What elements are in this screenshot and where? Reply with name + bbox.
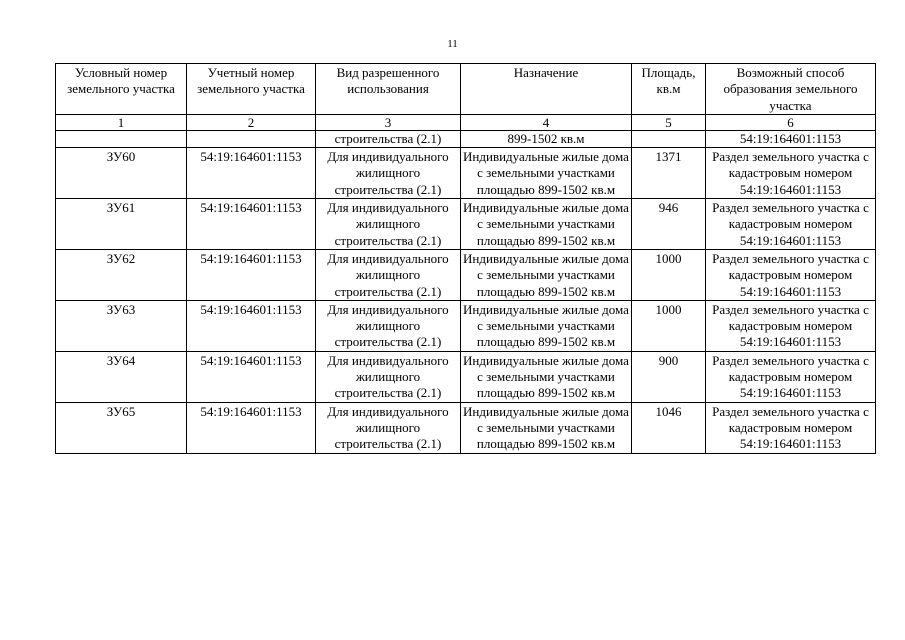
table-row — [56, 402, 876, 453]
area-cell: 1371 — [632, 148, 706, 199]
header-cell: Возможный способ образования земельного участка — [706, 64, 876, 115]
column-number: 2 — [187, 114, 316, 130]
plot-id-cell: ЗУ64 — [56, 351, 187, 402]
table-row — [56, 199, 876, 250]
formation-method-cell: Раздел земельного участка с кадастровым номером 54:19:164601:1153 — [706, 148, 876, 199]
table-body — [56, 148, 876, 453]
area-cell: 1046 — [632, 402, 706, 453]
table-row — [56, 351, 876, 402]
permitted-use-cell: Для индивидуального жилищного строительства (2.1) — [316, 402, 461, 453]
permitted-use-cell: Для индивидуального жилищного строительства (2.1) — [316, 249, 461, 300]
table-cell: строительства (2.1) — [316, 130, 461, 147]
header-cell: Назначение — [461, 64, 632, 115]
plot-id-cell: ЗУ60 — [56, 148, 187, 199]
column-number: 5 — [632, 114, 706, 130]
cadastral-number-cell: 54:19:164601:1153 — [187, 199, 316, 250]
formation-method-cell: Раздел земельного участка с кадастровым номером 54:19:164601:1153 — [706, 300, 876, 351]
cadastral-number-cell: 54:19:164601:1153 — [187, 249, 316, 300]
purpose-cell: Индивидуальные жилые дома с земельными участками площадью 899-1502 кв.м — [461, 148, 632, 199]
table-cell — [187, 130, 316, 147]
continuation-row — [56, 130, 876, 147]
cadastral-number-cell: 54:19:164601:1153 — [187, 351, 316, 402]
purpose-cell: Индивидуальные жилые дома с земельными участками площадью 899-1502 кв.м — [461, 351, 632, 402]
table-row — [56, 148, 876, 199]
column-number: 4 — [461, 114, 632, 130]
purpose-cell: Индивидуальные жилые дома с земельными участками площадью 899-1502 кв.м — [461, 402, 632, 453]
formation-method-cell: Раздел земельного участка с кадастровым номером 54:19:164601:1153 — [706, 402, 876, 453]
plot-id-cell: ЗУ63 — [56, 300, 187, 351]
header-cell: Учетный номер земельного участка — [187, 64, 316, 115]
permitted-use-cell: Для индивидуального жилищного строительства (2.1) — [316, 148, 461, 199]
table-cell — [632, 130, 706, 147]
table-cell: 54:19:164601:1153 — [706, 130, 876, 147]
area-cell: 1000 — [632, 249, 706, 300]
page-number: 11 — [447, 38, 458, 50]
header-cell: Площадь, кв.м — [632, 64, 706, 115]
table-row — [56, 249, 876, 300]
cadastral-number-cell: 54:19:164601:1153 — [187, 300, 316, 351]
table-header — [56, 64, 876, 131]
header-row — [56, 64, 876, 115]
column-number: 3 — [316, 114, 461, 130]
purpose-cell: Индивидуальные жилые дома с земельными участками площадью 899-1502 кв.м — [461, 300, 632, 351]
purpose-cell: Индивидуальные жилые дома с земельными участками площадью 899-1502 кв.м — [461, 249, 632, 300]
area-cell: 900 — [632, 351, 706, 402]
table-cell: 899-1502 кв.м — [461, 130, 632, 147]
formation-method-cell: Раздел земельного участка с кадастровым номером 54:19:164601:1153 — [706, 351, 876, 402]
area-cell: 1000 — [632, 300, 706, 351]
column-number: 1 — [56, 114, 187, 130]
table-cell — [56, 130, 187, 147]
formation-method-cell: Раздел земельного участка с кадастровым номером 54:19:164601:1153 — [706, 249, 876, 300]
plot-id-cell: ЗУ65 — [56, 402, 187, 453]
permitted-use-cell: Для индивидуального жилищного строительства (2.1) — [316, 351, 461, 402]
column-number: 6 — [706, 114, 876, 130]
plot-id-cell: ЗУ62 — [56, 249, 187, 300]
cadastral-number-cell: 54:19:164601:1153 — [187, 148, 316, 199]
formation-method-cell: Раздел земельного участка с кадастровым номером 54:19:164601:1153 — [706, 199, 876, 250]
header-cell: Условный номер земельного участка — [56, 64, 187, 115]
table-row — [56, 300, 876, 351]
permitted-use-cell: Для индивидуального жилищного строительства (2.1) — [316, 199, 461, 250]
continuation-body — [56, 130, 876, 147]
permitted-use-cell: Для индивидуального жилищного строительства (2.1) — [316, 300, 461, 351]
purpose-cell: Индивидуальные жилые дома с земельными участками площадью 899-1502 кв.м — [461, 199, 632, 250]
land-plots-table — [55, 63, 876, 454]
header-cell: Вид разрешенного использования — [316, 64, 461, 115]
area-cell: 946 — [632, 199, 706, 250]
cadastral-number-cell: 54:19:164601:1153 — [187, 402, 316, 453]
column-number-row — [56, 114, 876, 130]
plot-id-cell: ЗУ61 — [56, 199, 187, 250]
